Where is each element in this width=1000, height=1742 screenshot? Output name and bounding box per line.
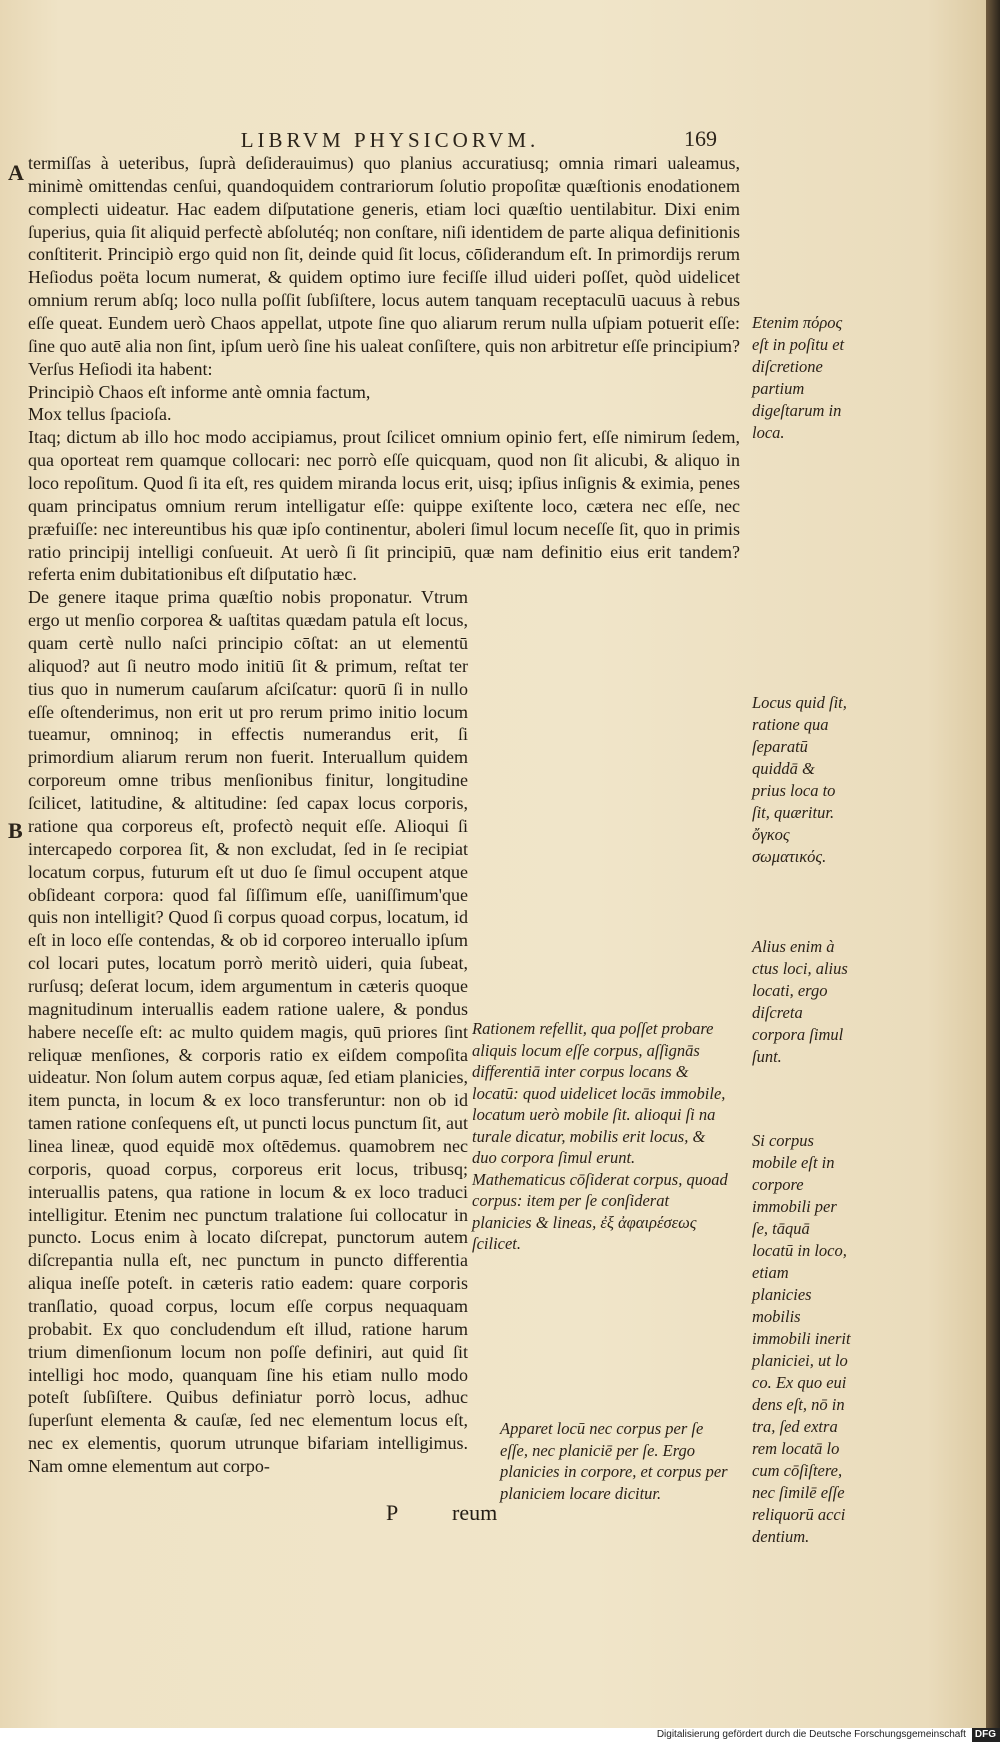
margin-letter-b: B — [8, 818, 23, 843]
footer-credit: Digitalisierung gefördert durch die Deutsche Forschungsgemeinschaft — [656, 1729, 966, 1740]
margin-letter-a: A — [8, 160, 24, 185]
inset-note-2: Apparet locū nec corpus per ſe eſſe, nec planiciē per ſe. Ergo planicies in corpore, et corpus per planiciem locare dicitur. — [500, 1419, 728, 1503]
verse-line-2: Mox tellus ſpacioſa. — [28, 404, 172, 425]
paragraph-3: De genere itaque prima quæſtio nobis proponatur. Vtrum ergo ut menſio corporea & uaſtitas quædam patula eſt locus, quam certè nullo naſci principio cōſtat: an ut elementū aliquod? aut ſi neutro modo initiū ſit & primum, reſtat ter tius quo in numerum cauſarum aſciſcatur: quorū ſi in nullo eſſe oſtenderimus, non erit ut pro rerum primo initio locum tueamur, omninoq; in effectis numerandus erit, ſi primordium aliarum rerum non fuerit. Interuallum quidem corporeum omne tribus menſionibus finitur, longitudine ſcilicet, latitudine, & altitudine: ſed capax locus corporis, ratione qua corporeus eſt, profectò nequit eſſe. Alioqui ſi intercapedo corporea ſit, & non excludat, ſed in ſe recipiat locatum corpus, futurum eſt ut duo ſe ſimul occupent atque obſideant corpora: quod fal ſiſſimum eſſe, uaniſſimum'que quis non intelligit? Quod ſi corpus quoad corpus, locatum, id eſt in loco eſſe contendas, & ob id corporeo interuallo ipſum col locari putes, locatum porrò meritò uideri, quia ſubeat, rurſusq; deſerat locum, idem argumentum in cæteris quoque magnitudinum interuallis eadem ratione ualere, & pondus habere neceſſe eſt: ac multo quidem magis, quū priores ſint reliquæ menſiones, & corporis ratio ex eiſdem compoſita uideatur. Non ſolum autem corpus aquæ, ſed etiam planicies, item puncta, in locum & ex loco transferuntur: non ob id tamen ratione conſequens eſt, ut puncti locus punctum ſit, aut linea lineæ, quod equidē mox oſtēdemus. quamobrem nec corporis, quoad corpus, corporeus erit locus, tribusq; interuallis patens, qua ratione in locum & ex loco traduci intelligitur. Etenim nec punctum tralatione ſui collocatur in puncto. Locus enim à locato diſcrepat, punctorum autem diſcrepantia nulla eſt, nec punctum in puncto differentia aliqua ineſſe poteſt. in cæteris ratio eadem: quare corporis tranſlatio, quoad corpus, locum eſſe corpus nequaquam probabit. Ex quo concludendum eſt illud, ratione harum trium dimenſionum locum non poſſe definiri, aut quid ſit intelligi hoc modo, quanquam ſine his etiam nullo modo poteſt ſubſiſtere. Quibus definiatur porrò locus, adhuc ſuperſunt elementa & cauſæ, ſed nec elementum locus eſt, nec ex elementis, quorum utrunque bifariam intelligimus. Nam omne elementum aut corpo- — [28, 587, 468, 1476]
main-text-column — [28, 152, 740, 1478]
side-note-3: Alius enim à ctus loci, alius locati, ergo diſcreta corpora ſimul ſunt. — [752, 937, 848, 1066]
catchword: reum — [452, 1500, 498, 1525]
book-edge — [986, 0, 1000, 1728]
page-number: 169 — [684, 126, 717, 151]
side-note-2: Locus quid ſit, ratione qua ſeparatū quiddā & prius loca to ſit, quæritur. ὄγκος σωματικός. — [752, 693, 847, 866]
inset-note-1: Rationem refellit, qua poſſet probare aliquis locum eſſe corpus, aſſignās differentiā inter corpus locans & locatū: quod uidelicet locās immobile, locatum uerò mobile ſit. alioqui ſi na turale dicatur, mobilis erit locus, & duo corpora ſimul erunt. Mathematicus cōſiderat corpus, quoad corpus: item per ſe conſiderat planicies & lineas, ἐξ ἀφαιρέσεως ſcilicet. — [472, 1019, 728, 1253]
paragraph-2: Itaq; dictum ab illo hoc modo accipiamus, prout ſcilicet omnium opinio fert, eſſe nimirum ſedem, qua oporteat rem quamque collocari: nec porrò eſſe quicquam, quod non ſit alicubi, & aliquo in loco repoſitum. Quod ſi ita eſt, res quidem miranda locus erit, uisq; ipſius inſignis & eximia, penes quam principatus omnium rerum intelligatur eſſe: quippe exiſtente loco, cætera nec eſſe, nec præfuiſſe: nec intereuntibus his quæ ipſo continentur, aboleri ſimul locum neceſſe ſit, quo in primis ratio principij intelligi conſueuit. At uerò ſi ſit principiū, quæ nam definitio eius erit tandem? referta enim dubitationibus eſt diſputatio hæc. — [28, 427, 740, 585]
side-note-4: Si corpus mobile eſt in corpore immobili per ſe, tāquā locatū in loco, etiam planicies mobilis immobili inerit planiciei, ut lo co. Ex quo eui dens eſt, nō in tra, ſed extra rem locatā lo cum cōſiſtere, nec ſimilē eſſe reliquorū acci dentium. — [752, 1131, 851, 1546]
side-note-1: Etenim πόρος eſt in poſitu et diſcretione partium digeſtarum in loca. — [752, 313, 845, 442]
digitization-footer — [0, 1728, 1000, 1742]
signature-mark: P — [386, 1500, 399, 1525]
running-title: LIBRVM PHYSICORVM. — [240, 128, 540, 152]
dfg-logo: DFG — [972, 1728, 1000, 1742]
verse-line-1: Principiò Chaos eſt informe antè omnia factum, — [28, 381, 371, 402]
paragraph-1: termiſſas à ueteribus, ſuprà deſiderauimus) quo planius accuratiusq; omnia rimari ualeamus, minimè omittendas cenſui, quandoquidem contrariorum ſolutio propoſitæ quæſtionis enodationem complecti uideatur. Hac eadem diſputatione generis, etiam loci quæſtio uentilabitur. Dixi enim ſuperius, quia ſit aliquid perfectè abſolutéq; non conſtare, niſi identidem de parte aliqua definitionis conſtiterit. Principiò ergo quid non ſit, deinde quid ſit locus, cōſiderandum eſt. In primordijs rerum Heſiodus poëta locum numerat, & quidem optimo iure feciſſe illud uideri poſſet, quòd uidelicet omnium rerum abſq; loco nulla poſſit ſubſiſtere, locus autem tanquam receptaculū uacuus à rebus eſſe queat. Eundem uerò Chaos appellat, utpote ſine quo aliarum rerum nulla uſpiam potuerit eſſe: ſine quo autē alia non ſint, ipſum uerò ſine his ualeat conſiſtere, quis non arbitretur eſſe principium? Verſus Heſiodi ita habent: — [28, 153, 740, 379]
